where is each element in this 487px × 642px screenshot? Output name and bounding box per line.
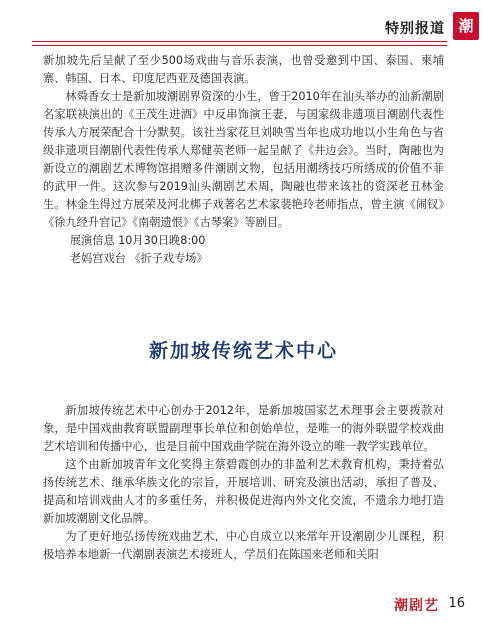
header-divider: [32, 41, 447, 42]
paragraph: 这个由新加坡青年文化奖得主蔡碧霞创办的非盈利艺术教育机构，秉持着弘扬传统艺术、继承华族文化的宗旨，开展培训、研究及演出活动，承担了普及、提高和培训戏曲人才的多重任务，并积极促进海内外文化交流，不遗余力地打造新加坡潮剧文化品牌。: [43, 458, 444, 525]
section-title: 新加坡传统艺术中心: [148, 340, 338, 362]
performance-info-venue: 老妈宫戏台 《折子戏专场》: [69, 252, 208, 265]
intro-text: [43, 52, 444, 268]
page-header: [0, 0, 487, 44]
paragraph: 新加坡传统艺术中心创办于2012年，是新加坡国家艺术理事会主要拨款对象，是中国戏曲教育联盟副理事长单位和创始单位，是唯一的海外联盟学校戏曲艺术培训和传播中心，也是目前中国戏曲学院在海外设立的唯一教学实践单位。: [43, 404, 444, 453]
header-divider-thin: [32, 45, 447, 46]
magazine-logo: 潮剧艺: [394, 598, 439, 614]
section-label: 特别报道: [385, 21, 445, 37]
seal-icon: 潮: [453, 12, 479, 40]
paragraph: 为了更好地弘扬传统戏曲艺术，中心自成立以来常年开设潮剧少儿课程，积极培养本地新一代潮剧表演艺术接班人，学员们在陈国来老师和关阳: [43, 530, 444, 561]
section-text: [43, 402, 444, 564]
performance-info-time: 展演信息 10月30日晚8:00: [69, 234, 206, 247]
paragraph: 新加坡先后呈献了至少500场戏曲与音乐表演，也曾受邀到中国、泰国、柬埔寨、韩国、日本、印度尼西亚及德国表演。: [43, 54, 444, 85]
paragraph: 林舜香女士是新加坡潮剧界资深的小生，曾于2010年在汕头举办的汕新潮剧名家联袂演出的《王茂生进酒》中反串饰演王妻，与国家级非遗项目潮剧代表性传承人方展荣配合十分默契。该社当家花旦刘映雪当年也成功地以小生角色与省级非遗项目潮剧代表性传承人郑健英老师一起呈献了《井边会》。当时，陶融也为新设立的潮剧艺术博物馆捐赠多件潮剧文物，包括用潮绣技巧所绣成的价值不菲的武甲一件。这次参与2019汕头潮剧艺术周，陶融也带来该社的资深老丑林金生。林金生得过方展荣及河北梆子戏著名艺术家裴艳玲老师指点，曾主演《闹钗》《徐九经升官记》《南朝遗恨》《古琴案》等剧目。: [43, 90, 444, 229]
page-number: 16: [448, 596, 465, 611]
